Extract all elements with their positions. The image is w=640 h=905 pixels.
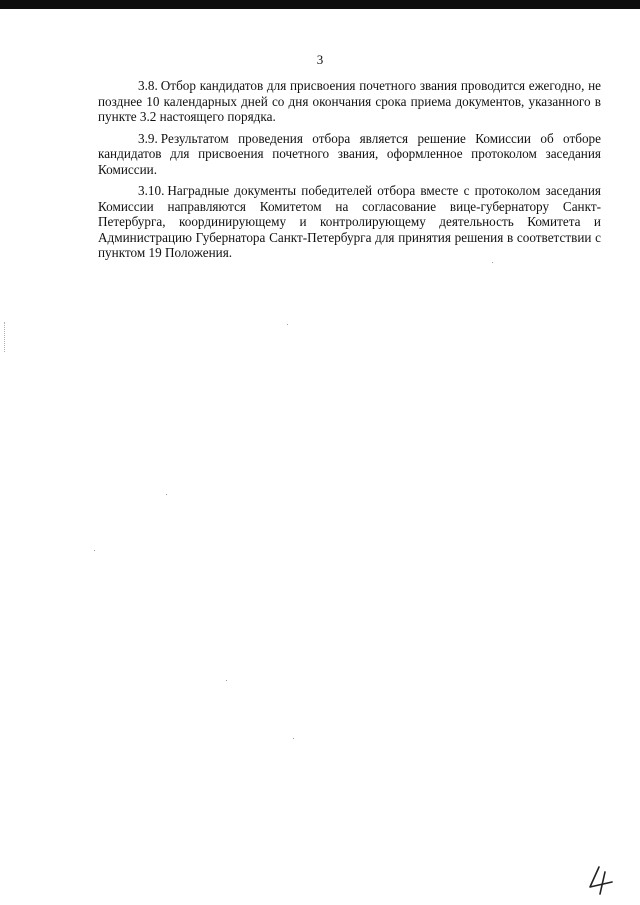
paragraph-text: Отбор кандидатов для присвоения почетного звания проводится ежегодно, не позднее 10 календарных дней со дня окончания срока приема документов, указанного в пункте 3.2 настоящего порядка. — [98, 78, 601, 124]
scan-top-edge — [0, 0, 640, 9]
paragraph-3-10 — [98, 183, 601, 261]
paragraph-3-8 — [98, 78, 601, 125]
paragraph-text: Результатом проведения отбора является решение Комиссии об отборе кандидатов для присвоения почетного звания, оформленное протоколом заседания Комиссии. — [98, 130, 601, 177]
scan-speck — [94, 550, 95, 551]
paragraph-3-9 — [98, 131, 601, 178]
scan-speck — [293, 738, 294, 739]
document-body — [98, 78, 601, 267]
scan-speck — [166, 494, 167, 495]
scan-margin-marks — [4, 322, 6, 352]
paragraph-number: 3.9. — [138, 130, 158, 146]
scan-speck — [226, 680, 227, 681]
paragraph-text: Наградные документы победителей отбора вместе с протоколом заседания Комиссии направляются Комитетом на согласование вице-губернатору Санкт-Петербурга, координирующему и контролирующему деятельность Комитета и Администрацию Губернатора Санкт-Петербурга для принятия решения в соответствии с пунктом 19 Положения. — [98, 183, 601, 260]
scan-speck — [287, 324, 288, 325]
scan-speck — [492, 262, 493, 263]
page-number: 3 — [316, 52, 324, 67]
paragraph-number: 3.8. — [138, 78, 158, 93]
handwritten-page-number-4 — [586, 864, 616, 896]
paragraph-number: 3.10. — [138, 183, 165, 198]
